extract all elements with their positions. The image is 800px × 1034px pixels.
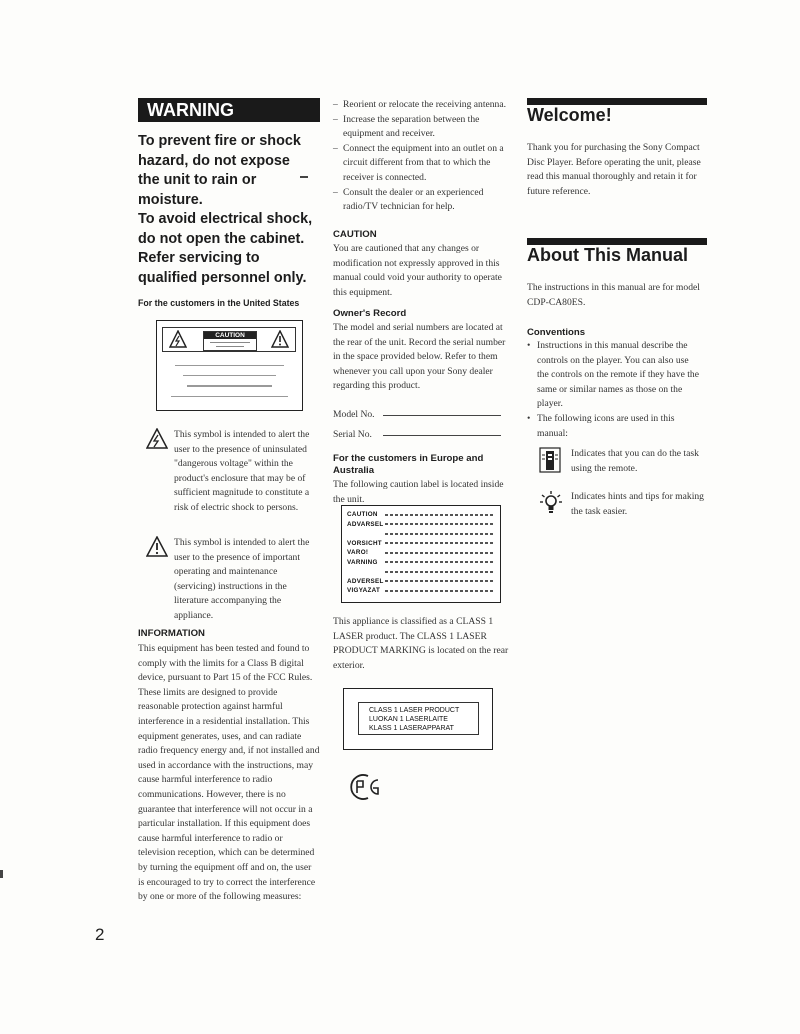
conventions-list xyxy=(527,339,702,441)
list-item: – Consult the dealer or an experienced radio/TV technician for help. xyxy=(333,186,513,215)
europe-heading: For the customers in Europe and Australia xyxy=(333,453,484,476)
model-no-row xyxy=(333,408,513,423)
measures-list xyxy=(333,98,513,215)
laser-label-row: ADVERSEL xyxy=(347,577,384,585)
warning-line: To prevent fire or shock xyxy=(138,133,301,149)
caution-label-text-lines xyxy=(169,365,290,406)
owners-record-text: The model and serial numbers are located at the rear of the unit. Record the serial number in the space provided below. Refer to them whenever you call upon your Sony dealer regarding this product. xyxy=(333,322,506,392)
scan-mark xyxy=(300,176,308,178)
lightning-triangle-icon xyxy=(146,428,168,450)
scan-mark xyxy=(0,870,3,878)
welcome-text: Thank you for purchasing the Sony Compact Disc Player. Before operating the unit, please read this manual thoroughly and retain it for future reference. xyxy=(527,142,701,197)
caution-heading: CAUTION xyxy=(333,229,377,240)
symbol1-text: This symbol is intended to alert the user to the presence of uninsulated "dangerous voltage" within the product's enclosure that may be of sufficient magnitude to constitute a risk of electric shock to persons. xyxy=(174,429,310,513)
caution-plate xyxy=(203,331,257,351)
laser-caution-label-image xyxy=(341,505,501,603)
class1-label-line: LUOKAN 1 LASERLAITE xyxy=(369,716,448,724)
remote-icon-text: Indicates that you can do the task using the remote. xyxy=(571,448,699,474)
lightbulb-icon xyxy=(539,490,563,516)
list-item: – Reorient or relocate the receiving antenna. xyxy=(333,98,513,113)
warning-heading xyxy=(138,132,320,288)
pct-mark-icon xyxy=(350,772,384,802)
laser-label-row: CAUTION xyxy=(347,511,378,519)
serial-no-field xyxy=(383,434,501,436)
laser-label-row: VARNING xyxy=(347,558,378,566)
serial-no-row xyxy=(333,428,513,443)
list-item: – Increase the separation between the equipment and receiver. xyxy=(333,113,513,142)
warning-banner: WARNING xyxy=(138,98,320,122)
caution-plate-title: CAUTION xyxy=(204,332,256,339)
class1-text: This appliance is classified as a CLASS 1 LASER product. The CLASS 1 LASER PRODUCT MARKING is located on the rear exterior. xyxy=(333,616,509,671)
about-title: About This Manual xyxy=(527,245,688,265)
information-text: This equipment has been tested and found to comply with the limits for a Class B digital device, pursuant to Part 15 of the FCC Rules. These limits are designed to provide reasonable protection against harmful interference in a residential installation. This equipment generates, uses, and can radiate radio frequency energy and, if not installed and used in accordance with the instructions, may cause harmful interference to radio communications. However, there is no guarantee that interference will not occur in a particular installation. If this equipment does cause harmful interference to radio or television reception, which can be determined by turning the equipment off and on, the user is encouraged to try to correct the interference by one or more of the following measures: xyxy=(138,643,320,903)
welcome-rule xyxy=(527,98,707,105)
caution-label-plate xyxy=(162,327,296,352)
model-no-field xyxy=(383,414,501,416)
about-rule xyxy=(527,238,707,245)
owners-record-heading: Owner's Record xyxy=(333,308,407,319)
caution-text: You are cautioned that any changes or modification not expressly approved in this manual could void your authority to operate this equipment. xyxy=(333,243,502,298)
warning-line: qualified personnel only. xyxy=(138,269,307,286)
class1-laser-label-plate xyxy=(358,702,479,735)
warning-line: moisture. xyxy=(138,191,203,208)
symbol2-text: This symbol is intended to alert the user to the presence of important operating and maintenance (servicing) instructions in the literature accompanying the appliance. xyxy=(174,537,310,621)
conventions-heading: Conventions xyxy=(527,327,586,338)
model-no-label: Model No. xyxy=(333,409,375,420)
laser-label-row: VORSICHT xyxy=(347,539,382,547)
warning-line: the unit to rain or xyxy=(138,172,257,188)
serial-no-label: Serial No. xyxy=(333,429,372,440)
laser-label-row: VARO! xyxy=(347,549,369,557)
warning-line: To avoid electrical shock, xyxy=(138,211,313,227)
europe-text: The following caution label is located inside the unit. xyxy=(333,479,504,505)
laser-label-row: ADVARSEL xyxy=(347,520,384,528)
list-item: • Instructions in this manual describe the controls on the player. You can also use the controls on the remote if they have the same or similar names as those on the player. xyxy=(527,339,702,412)
caution-label-image xyxy=(156,320,303,411)
welcome-title: Welcome! xyxy=(527,105,612,125)
us-customers-heading: For the customers in the United States xyxy=(138,298,300,308)
laser-label-row: VIGYAZAT xyxy=(347,587,381,595)
exclamation-triangle-icon xyxy=(271,330,289,348)
about-text: The instructions in this manual are for model CDP-CA80ES. xyxy=(527,282,700,308)
warning-line: Refer servicing to xyxy=(138,250,260,266)
list-item: • The following icons are used in this manual: xyxy=(527,412,702,441)
information-heading: INFORMATION xyxy=(138,628,205,639)
exclamation-triangle-icon xyxy=(146,536,168,558)
page-number: 2 xyxy=(95,925,105,944)
lightning-triangle-icon xyxy=(169,330,187,348)
remote-icon xyxy=(539,447,561,473)
warning-line: do not open the cabinet. xyxy=(138,230,305,247)
warning-line: hazard, do not expose xyxy=(138,152,290,169)
class1-label-line: KLASS 1 LASERAPPARAT xyxy=(369,725,454,733)
class1-label-line: CLASS 1 LASER PRODUCT xyxy=(369,707,460,714)
list-item: – Connect the equipment into an outlet on a circuit different from that to which the receiver is connected. xyxy=(333,142,513,186)
class1-laser-label-image xyxy=(343,688,493,750)
tip-icon-text: Indicates hints and tips for making the task easier. xyxy=(571,491,704,517)
